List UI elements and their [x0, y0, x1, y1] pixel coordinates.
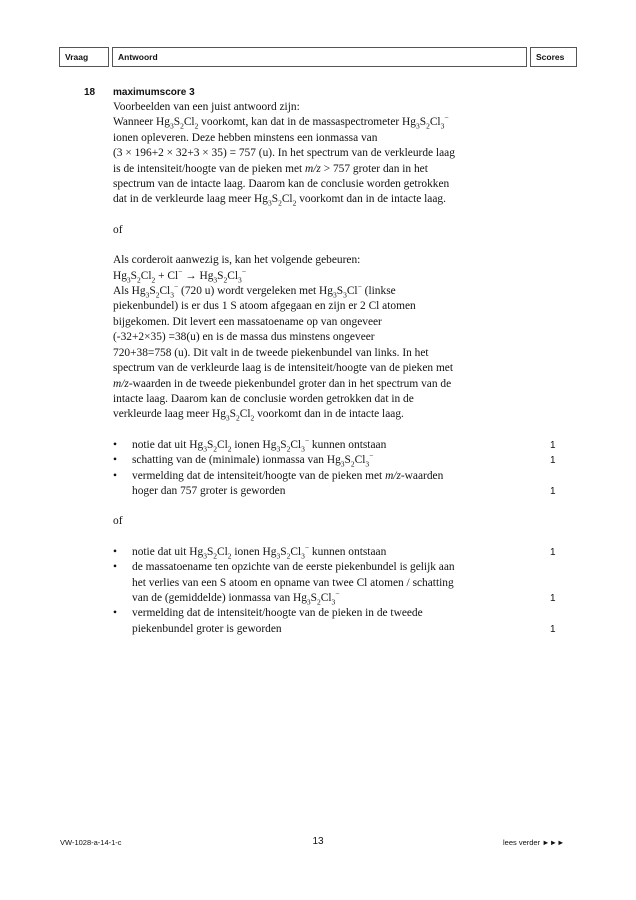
criterion-score: 1	[550, 546, 556, 558]
criterion-item: • de massatoename ten opzichte van de eerste piekenbundel is gelijk aan het verlies van een S atoom en opname van twee Cl atomen / schatting van de (gemiddelde) ionmassa van $Hg_3S_2Cl_3^-$ 1	[113, 561, 556, 607]
header-scores: Scores	[530, 47, 577, 67]
intro-text: Voorbeelden van een juist antwoord zijn:	[113, 101, 300, 113]
next-page-link[interactable]: lees verder ►►►	[503, 838, 565, 847]
answer-example-2: Als corderoit aanwezig is, kan het volgende gebeuren: $Hg_3S_2Cl_2 + Cl^- \to Hg_3S_2Cl_3^-$ Als $Hg_3S_2Cl_3^-$ (720 u) wordt vergeleken met $Hg_3S_3Cl^-$ (linkse piekenbundel) is er dus 1 S atoom afgegaan en zijn er 2 Cl atomen bijgekomen. Dit levert een massatoename op van ongeveer (-32+2×35) =38(u) en is de massa dus minstens ongeveer 720+38=758 (u). Dit valt in de tweede piekenbundel van links. In het spectrum van de verkleurde laag is de intensiteit/hoogte van de pieken met m/z-waarden in de tweede piekenbundel groter dan in het spectrum van de intacte laag. Daarom kan de conclusie worden getrokken dat in de verkleurde laag meer $Hg_3S_2Cl_2$ voorkomt dan in de intacte laag.	[113, 253, 533, 422]
scoring-criteria-1	[113, 435, 556, 500]
criterion-score: 1	[550, 455, 556, 467]
of-separator-1: of	[113, 223, 123, 236]
criterion-item: • vermelding dat de intensiteit/hoogte van de pieken in de tweede piekenbundel groter is geworden 1	[113, 606, 533, 637]
criterion-score: 1	[550, 592, 556, 604]
page-number: 13	[312, 836, 324, 847]
question-title: maximumscore 3	[113, 87, 195, 98]
of-separator-2: of	[113, 515, 123, 528]
criterion-score: 1	[550, 485, 556, 497]
criterion-score: 1	[550, 439, 556, 451]
scoring-criteria-2	[113, 542, 556, 637]
document-code: VW-1028-a-14-1-c	[60, 838, 122, 847]
criterion-item: • schatting van de (minimale) ionmassa van $Hg_3S_2Cl_3^-$ 1	[113, 451, 556, 469]
reaction-equation: $Hg_3S_2Cl_2 + Cl^- \to Hg_3S_2Cl_3^-$	[113, 266, 247, 284]
answer-example-1: Wanneer $Hg_3S_2Cl_2$ voorkomt, kan dat in de massaspectrometer $Hg_3S_2Cl_3^-$ ionen opleveren. Deze hebben minstens een ionmassa van (3 × 196+2 × 32+3 × 35) = 757 (u). In het spectrum van de verkleurde laag is de intensiteit/hoogte van de pieken met m/z > 757 groter dan in het spectrum van de intacte laag. Daarom kan de conclusie worden getrokken dat in de verkleurde laag meer $Hg_3S_2Cl_2$ voorkomt dan in de intacte laag.	[113, 113, 455, 208]
answer-content	[113, 85, 556, 637]
question-number: 18	[84, 87, 96, 98]
criterion-item: • vermelding dat de intensiteit/hoogte van de pieken met m/z-waarden hoger dan 757 groter is geworden 1	[113, 469, 533, 500]
criterion-score: 1	[550, 623, 556, 635]
criterion-item: • notie dat uit $Hg_3S_2Cl_2$ ionen $Hg_3S_2Cl_3^-$ kunnen ontstaan 1	[113, 542, 556, 561]
header-antwoord: Antwoord	[112, 47, 527, 67]
header-vraag: Vraag	[59, 47, 109, 67]
criterion-item: • notie dat uit $Hg_3S_2Cl_2$ ionen $Hg_3S_2Cl_3^-$ kunnen ontstaan 1	[113, 435, 556, 453]
